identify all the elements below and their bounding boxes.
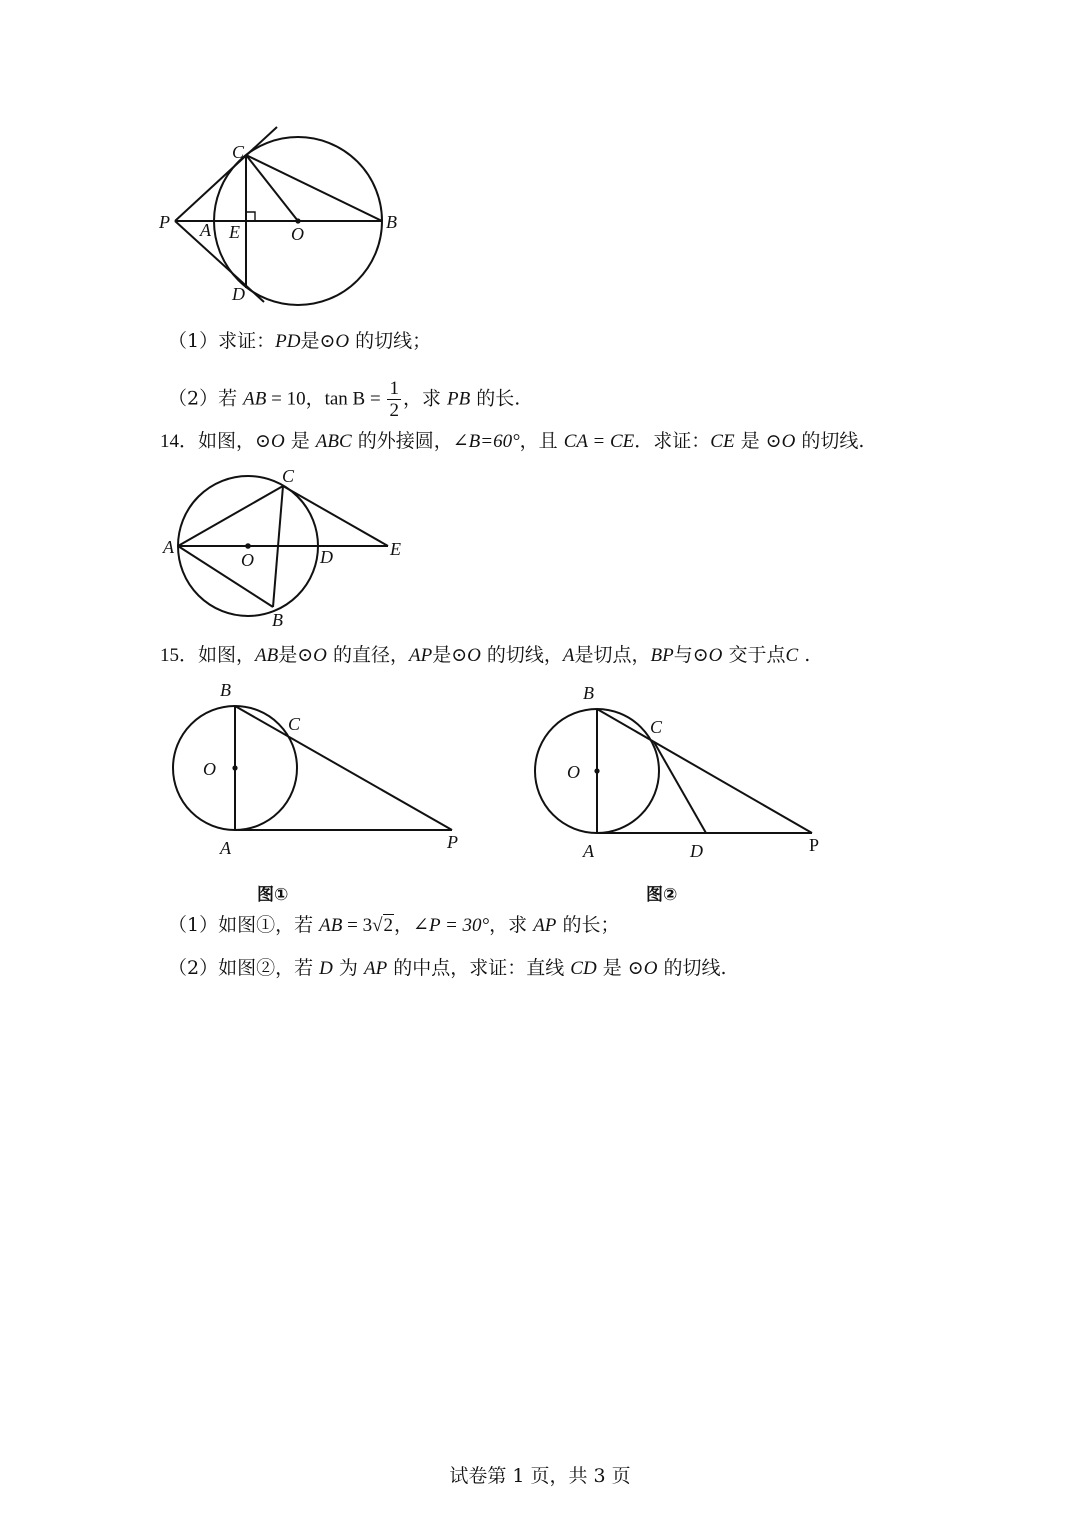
- q13-part2-number: （2）: [168, 387, 219, 410]
- label-b: B: [386, 212, 397, 232]
- q15-part2-midpoint: 的中点，求证：直线: [387, 957, 571, 979]
- fraction-denominator: 2: [389, 400, 399, 421]
- q15-part1: [168, 913, 619, 938]
- q14-angle-b: ∠B=60°: [452, 431, 520, 452]
- q15-tangent: 的切线，: [480, 644, 563, 666]
- q15-with: 与: [673, 644, 693, 666]
- center-dot-o: [594, 768, 599, 773]
- label-p: P: [809, 835, 820, 855]
- q15-part1-angle-p: ∠P = 30°: [413, 915, 490, 936]
- q15-part1-eq: = 3: [342, 915, 373, 936]
- label-o: O: [291, 224, 304, 244]
- q15-part1-find: ，求: [489, 914, 534, 936]
- q15-part1-number: （1）: [168, 914, 219, 936]
- q13-part2-comma: ，: [305, 387, 325, 410]
- q15-part1-length: 的长；: [556, 914, 620, 936]
- page-footer: 试卷第 1 页，共 3 页: [449, 1465, 631, 1487]
- q13-part1-tangent-text: 的切线；: [349, 330, 432, 352]
- q15-part2-is: 为: [332, 957, 364, 979]
- q15-is2: 是: [432, 644, 452, 666]
- q15-bp: BP: [650, 645, 674, 666]
- q15-number: 15．: [160, 645, 199, 666]
- label-a: A: [200, 220, 211, 240]
- q15-ap: AP: [408, 645, 433, 666]
- q14-as-shown: 如图，: [198, 430, 256, 452]
- q15-part2: [168, 956, 727, 981]
- q15-ab: AB: [255, 645, 279, 666]
- label-c: C: [232, 142, 245, 162]
- q14-tangent-text: 的切线.: [795, 430, 865, 452]
- label-b: B: [583, 683, 594, 703]
- q15-part1-if: 如图①，若: [218, 914, 320, 936]
- q13-part1-pd: PD: [275, 331, 301, 352]
- label-e: E: [229, 222, 240, 242]
- q13-part1-prove-label: 求证：: [218, 330, 276, 352]
- q15-part1-ap: AP: [533, 915, 557, 936]
- q13-part2-length: 的长.: [470, 387, 521, 410]
- label-a: A: [220, 838, 231, 858]
- q15-part1-comma: ，: [394, 914, 414, 936]
- q13-part2-if: 若: [218, 387, 244, 410]
- secant-bp: [597, 709, 812, 833]
- q15-a: A: [562, 645, 575, 666]
- q15-circle-o: ⊙O: [297, 645, 327, 666]
- label-d: D: [232, 284, 245, 304]
- q14-ce: CE: [710, 431, 735, 452]
- q14-circumcircle: 的外接圆，: [351, 430, 453, 452]
- q14-is: 是: [284, 430, 316, 452]
- label-c: C: [650, 717, 663, 737]
- q15-period: .: [798, 644, 811, 666]
- q15-part2-tangent-text: 的切线.: [657, 957, 727, 979]
- label-d: D: [690, 841, 703, 861]
- q15-part2-if: 如图②，若: [218, 957, 320, 979]
- q13-part1-number: （1）: [168, 330, 219, 352]
- q15-as-shown: 如图，: [198, 644, 256, 666]
- q15-part2-ap: AP: [363, 958, 388, 979]
- q15-is: 是: [278, 644, 298, 666]
- figure-q15-1-caption: 图①: [257, 885, 289, 905]
- label-p: P: [447, 832, 458, 852]
- q13-part2-ab: AB: [243, 388, 267, 410]
- q13-part2-eq10: = 10: [266, 388, 306, 410]
- q13-part2-find: ，求: [402, 387, 447, 410]
- q15-part2-circle-o: ⊙O: [627, 958, 658, 979]
- label-a: A: [583, 841, 594, 861]
- q14-is2: 是: [734, 430, 766, 452]
- q15-part2-number: （2）: [168, 957, 219, 979]
- label-o: O: [241, 550, 254, 570]
- q13-part2-pb: PB: [447, 388, 471, 410]
- q14-circle-o: ⊙O: [255, 431, 285, 452]
- label-b: B: [272, 610, 283, 630]
- q14-circle-o2: ⊙O: [765, 431, 796, 452]
- label-e: E: [390, 539, 401, 559]
- label-a: A: [163, 537, 174, 557]
- sqrt-two: √2: [372, 915, 394, 936]
- fraction-numerator: 1: [389, 378, 399, 399]
- label-d: D: [320, 547, 333, 567]
- q15-circle-o3: ⊙O: [692, 645, 723, 666]
- q14-prove: ．求证：: [634, 430, 711, 452]
- segment-cd: [654, 742, 706, 833]
- q15-tangent-point: 是切点，: [574, 644, 651, 666]
- q15-circle-o2: ⊙O: [451, 645, 481, 666]
- q14-number: 14．: [160, 431, 199, 452]
- q13-part1-is: 是: [300, 330, 320, 352]
- q13-part1-circle-o: ⊙O: [319, 331, 350, 352]
- label-b: B: [220, 680, 231, 700]
- figure-q15-2-caption: 图②: [646, 885, 678, 905]
- label-c: C: [288, 714, 301, 734]
- q15-c: C: [785, 645, 799, 666]
- q15-part2-d: D: [319, 958, 333, 979]
- label-o: O: [203, 759, 216, 779]
- sqrt-radicand: 2: [383, 915, 394, 936]
- q15-diameter: 的直径，: [326, 644, 409, 666]
- q15-intersect: 交于点: [722, 644, 786, 666]
- q15-part1-ab: AB: [319, 915, 343, 936]
- label-c: C: [282, 466, 295, 486]
- label-p: P: [159, 212, 170, 232]
- label-o: O: [567, 762, 580, 782]
- q14-abc: ABC: [315, 431, 352, 452]
- q14-and: ，且: [519, 430, 564, 452]
- q14-ca-eq-ce: CA = CE: [563, 431, 635, 452]
- q15-part2-cd: CD: [570, 958, 597, 979]
- q15-part2-is2: 是: [596, 957, 628, 979]
- q13-part2-tanb: tan B =: [324, 388, 386, 410]
